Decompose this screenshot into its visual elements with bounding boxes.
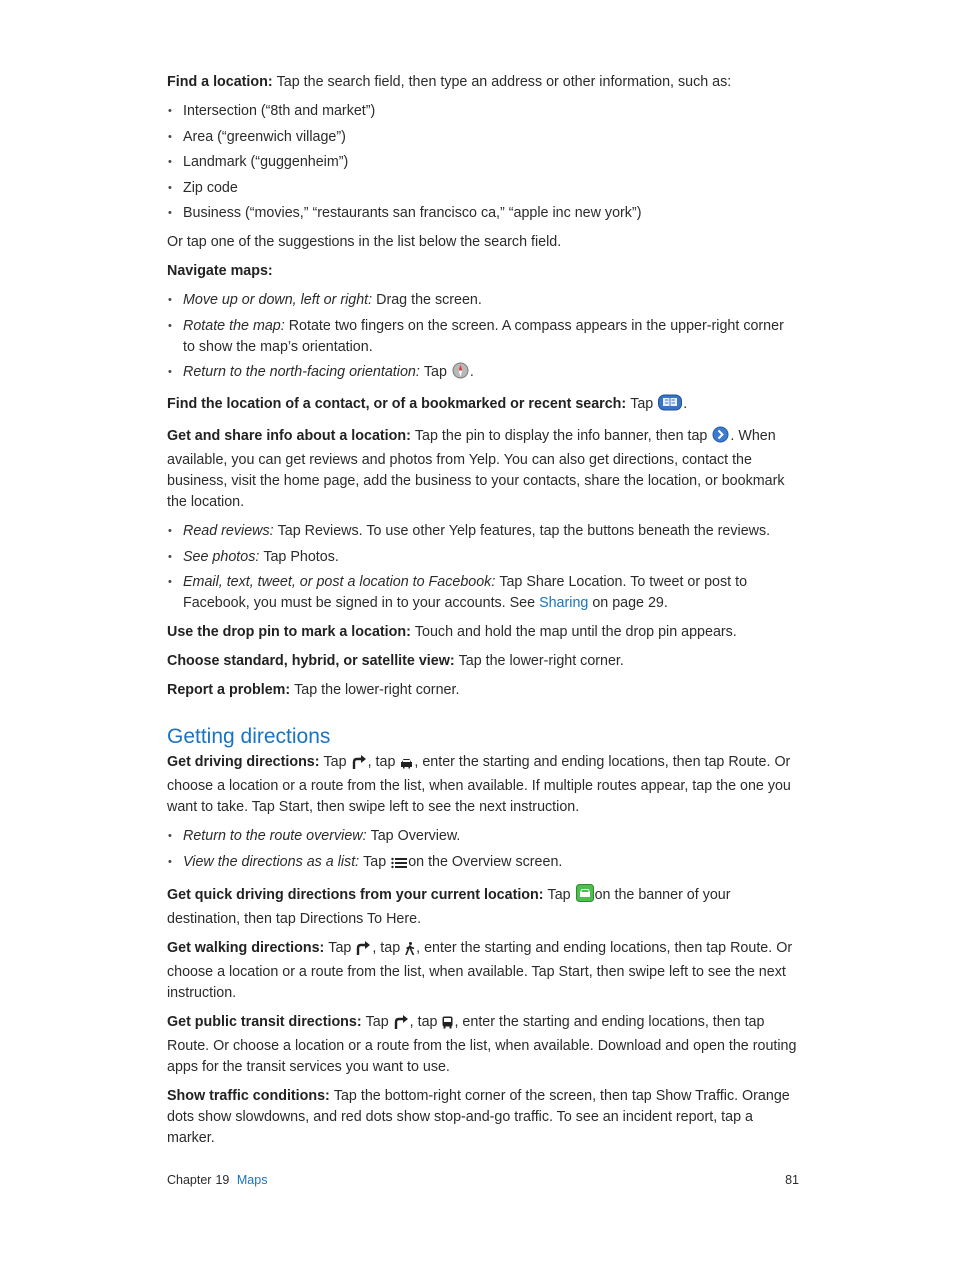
info-arrow-icon bbox=[712, 426, 729, 450]
list-item: • Email, text, tweet, or post a location to Facebook: Tap Share Location. To tweet or post to Facebook, you must be signed in to your accounts. See Sharing on page 29. bbox=[167, 572, 799, 614]
walk-icon bbox=[405, 941, 415, 962]
driving-list bbox=[167, 826, 799, 876]
report-para: Report a problem: Tap the lower-right corner. bbox=[167, 682, 460, 698]
chapter-link[interactable]: Maps bbox=[236, 1173, 268, 1187]
sharing-link[interactable]: Sharing bbox=[539, 595, 589, 611]
page-footer bbox=[167, 1173, 799, 1187]
list-item: • Rotate the map: Rotate two fingers on the screen. A compass appears in the upper-right corner to show the map’s orientation. bbox=[167, 316, 799, 358]
list-item: • Zip code bbox=[167, 178, 799, 199]
section-heading: Getting directions bbox=[167, 725, 331, 748]
chapter-label: Chapter 19 Maps bbox=[167, 1173, 268, 1187]
page-content bbox=[167, 72, 799, 1157]
list-item: • Read reviews: Tap Reviews. To use other Yelp features, tap the buttons beneath the reviews. bbox=[167, 521, 799, 542]
list-item: • View the directions as a list: Tap on the Overview screen. bbox=[167, 852, 799, 876]
share-info-para: Get and share info about a location: Tap the pin to display the info banner, then tap . When available, you can get reviews and photos from Yelp. You can also get directions, contact the business, visit the home page, add the business to your contacts, share the location, or bookmark the location. bbox=[167, 428, 785, 510]
bookmarks-icon bbox=[658, 394, 682, 418]
list-item: • Move up or down, left or right: Drag the screen. bbox=[167, 290, 799, 311]
navigate-heading: Navigate maps: bbox=[167, 263, 273, 279]
find-location-para: Find a location: Tap the search field, then type an address or other information, such as: bbox=[167, 74, 732, 90]
transit-para: Get public transit directions: Tap , tap , enter the starting and ending locations, then tap Route. Or choose a location or a route from the list, when available. Download and open the routing apps for the transit services you want to use. bbox=[167, 1013, 797, 1075]
car-icon bbox=[400, 755, 413, 776]
list-item: • Return to the north-facing orientation: Tap . bbox=[167, 362, 799, 386]
search-examples-list bbox=[167, 101, 799, 224]
directions-arrow-icon bbox=[352, 755, 367, 776]
quick-para: Get quick driving directions from your current location: Tap on the banner of your destination, then tap Directions To Here. bbox=[167, 884, 799, 930]
page-number: 81 bbox=[785, 1173, 799, 1187]
list-item: • Intersection (“8th and market”) bbox=[167, 101, 799, 122]
share-info-list bbox=[167, 521, 799, 614]
compass-icon bbox=[452, 362, 469, 386]
suggestions-para: Or tap one of the suggestions in the list below the search field. bbox=[167, 234, 562, 250]
bus-icon bbox=[442, 1015, 453, 1036]
list-item: • Business (“movies,” “restaurants san francisco ca,” “apple inc new york”) bbox=[167, 203, 799, 224]
find-contact-para: Find the location of a contact, or of a bookmarked or recent search: Tap . bbox=[167, 394, 799, 418]
walking-para: Get walking directions: Tap , tap , enter the starting and ending locations, then tap Route. Or choose a location or a route from the list, when available. Tap Start, then swipe left to see the next instruction. bbox=[167, 939, 793, 1001]
choose-view-para: Choose standard, hybrid, or satellite view: Tap the lower-right corner. bbox=[167, 653, 624, 669]
list-icon bbox=[391, 855, 407, 876]
list-item: • Landmark (“guggenheim”) bbox=[167, 152, 799, 173]
driving-para: Get driving directions: Tap , tap , enter the starting and ending locations, then tap Route. Or choose a location or a route from the list, when available. If multiple routes appear, tap the one you want to take. Tap Start, then swipe left to see the next instruction. bbox=[167, 754, 791, 815]
traffic-para: Show traffic conditions: Tap the bottom-right corner of the screen, then tap Show Traffic. Orange dots show slowdowns, and red dots show stop-and-go traffic. To see an incident report, tap a marker. bbox=[167, 1087, 790, 1146]
list-item: • See photos: Tap Photos. bbox=[167, 547, 799, 568]
list-item: • Return to the route overview: Tap Overview. bbox=[167, 826, 799, 847]
directions-arrow-icon bbox=[356, 941, 371, 962]
drop-pin-para: Use the drop pin to mark a location: Touch and hold the map until the drop pin appears. bbox=[167, 624, 737, 640]
list-item: • Area (“greenwich village”) bbox=[167, 127, 799, 148]
directions-arrow-icon bbox=[394, 1015, 409, 1036]
navigate-list bbox=[167, 290, 799, 386]
car-quick-icon bbox=[576, 884, 594, 909]
